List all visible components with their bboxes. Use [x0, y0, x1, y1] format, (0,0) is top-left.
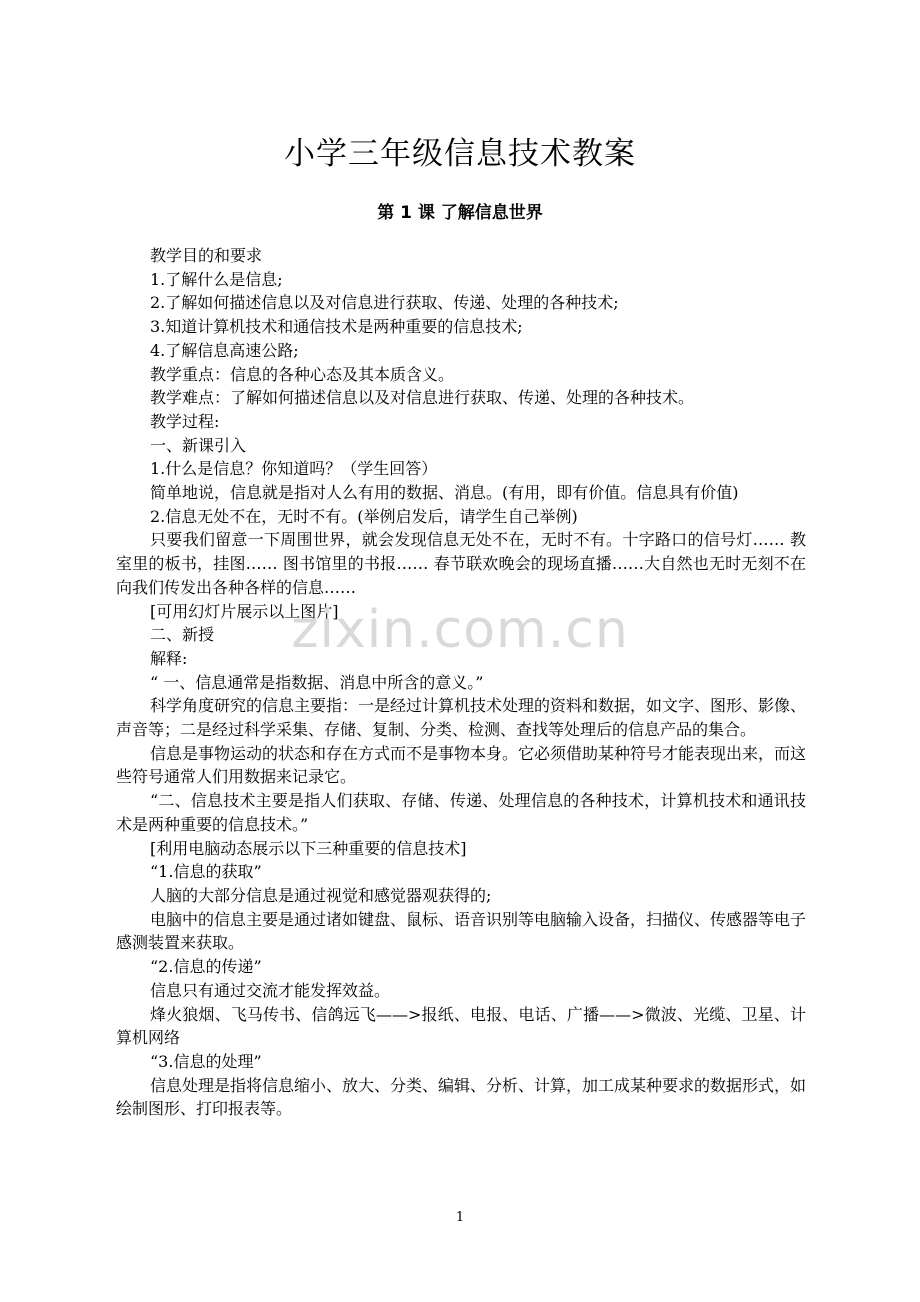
- paragraph: 只要我们留意一下周围世界，就会发现信息无处不在，无时不有。十字路口的信号灯…… 教室里的板书，挂图…… 图书馆里的书报…… 春节联欢晚会的现场直播……大自然也无时无刻不在向我们传发出各种各样的信息……: [116, 530, 806, 597]
- paragraph: 教学目的和要求: [150, 246, 263, 265]
- page-number: 1: [455, 1210, 465, 1225]
- paragraph: “二、信息技术主要是指人们获取、存储、传递、处理信息的各种技术，计算机技术和通讯技术是两种重要的信息技术。”: [116, 791, 806, 834]
- paragraph: [可用幻灯片展示以上图片]: [150, 601, 339, 621]
- paragraph: 1.什么是信息？你知道吗？（学生回答）: [150, 459, 438, 479]
- paragraph: 2.了解如何描述信息以及对信息进行获取、传递、处理的各种技术;: [150, 293, 619, 313]
- paragraph: “3.信息的处理”: [150, 1051, 262, 1071]
- paragraph: 1.了解什么是信息;: [150, 269, 283, 289]
- paragraph: 2.信息无处不在，无时不有。(举例启发后，请学生自己举例): [150, 506, 578, 526]
- paragraph: “ 一、信息通常是指数据、消息中所含的意义。”: [150, 672, 484, 692]
- paragraph: “2.信息的传递”: [150, 957, 262, 977]
- paragraph: 教学重点：信息的各种心态及其本质含义。: [150, 364, 455, 384]
- paragraph: 4.了解信息高速公路;: [150, 340, 299, 360]
- paragraph: 解释:: [150, 648, 188, 668]
- lesson-title: 第 1 课 了解信息世界: [377, 203, 543, 223]
- document-title: 小学三年级信息技术教案: [284, 136, 636, 172]
- paragraph: 一、新课引入: [150, 435, 247, 455]
- paragraph: “1.信息的获取”: [150, 862, 262, 882]
- paragraph: 信息是事物运动的状态和存在方式而不是事物本身。它必须借助某种符号才能表现出来，而这些符号通常人们用数据来记录它。: [116, 743, 807, 787]
- paragraph: 电脑中的信息主要是通过诸如键盘、鼠标、语音识别等电脑输入设备，扫描仪、传感器等电子感测装置来获取。: [116, 909, 807, 953]
- paragraph: 人脑的大部分信息是通过视觉和感觉器观获得的;: [150, 885, 492, 905]
- paragraph: 信息处理是指将信息缩小、放大、分类、编辑、分析、计算，加工成某种要求的数据形式，如绘制图形、打印报表等。: [116, 1075, 807, 1119]
- paragraph: [利用电脑动态展示以下三种重要的信息技术]: [150, 838, 467, 858]
- watermark-text: zixin.com.cn: [291, 600, 629, 660]
- paragraph: 二、新授: [150, 625, 215, 645]
- paragraph: 信息只有通过交流才能发挥效益。: [150, 980, 391, 1000]
- paragraph: 科学角度研究的信息主要指：一是经过计算机技术处理的资料和数据，如文字、图形、影像、声音等；二是经过科学采集、存储、复制、分类、检测、查找等处理后的信息产品的集合。: [116, 696, 807, 740]
- paragraph: 简单地说，信息就是指对人么有用的数据、消息。(有用，即有价值。信息具有价值): [150, 483, 739, 503]
- paragraph: 教学过程:: [150, 411, 220, 431]
- paragraph: 教学难点：了解如何描述信息以及对信息进行获取、传递、处理的各种技术。: [150, 388, 695, 408]
- document-body: [116, 244, 806, 1121]
- paragraph: 烽火狼烟、飞马传书、信鸽远飞——>报纸、电报、电话、广播——>微波、光缆、卫星、计算机网络: [116, 1004, 806, 1048]
- paragraph: 3.知道计算机技术和通信技术是两种重要的信息技术;: [150, 317, 523, 337]
